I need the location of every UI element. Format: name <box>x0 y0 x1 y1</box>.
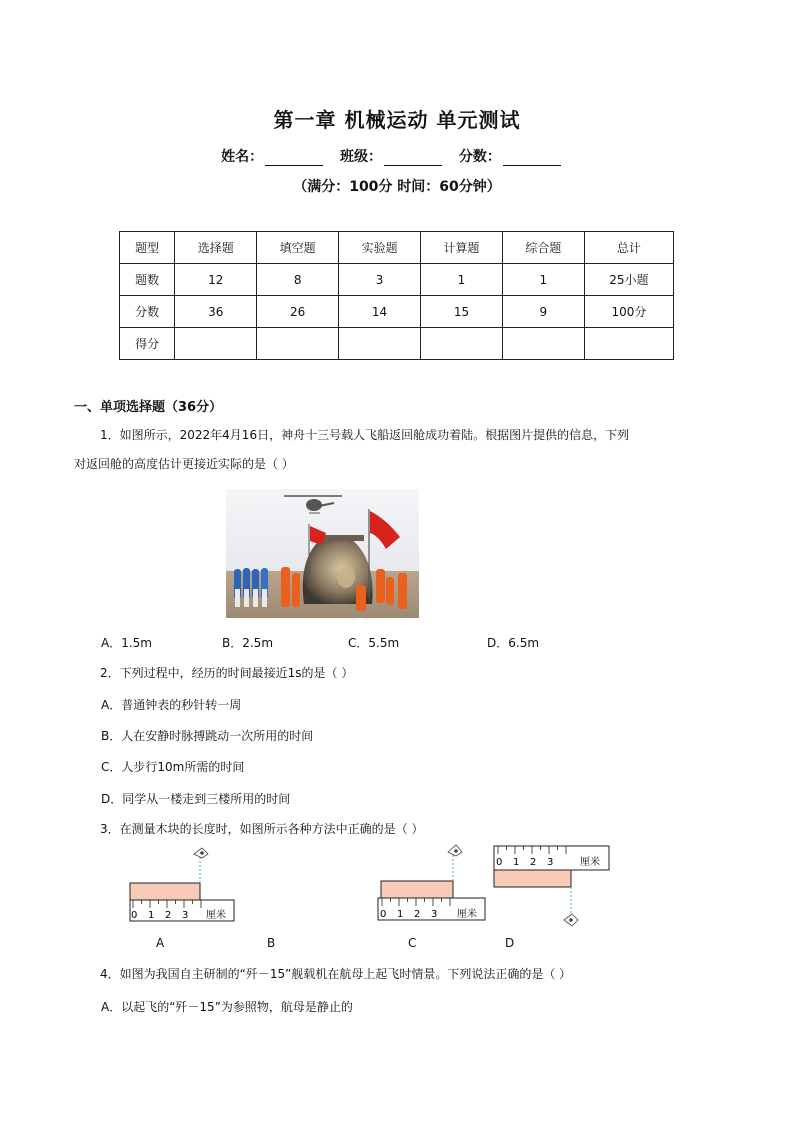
q3-figure-label-d: D <box>505 936 515 950</box>
ruler-tick-label: 2 <box>530 857 537 868</box>
table-cell: 14 <box>339 296 421 328</box>
table-cell: 得分 <box>120 328 175 360</box>
ruler-tick-label: 1 <box>148 910 155 921</box>
page-title: 第一章 机械运动 单元测试 <box>273 108 521 132</box>
table-cell: 12 <box>175 264 257 296</box>
q1-option-c[interactable]: C．5.5m <box>348 636 400 650</box>
q3-figure-label-a: A <box>156 936 165 950</box>
table-cell: 26 <box>257 296 339 328</box>
score-entry-cell[interactable] <box>502 328 584 360</box>
ruler-tick-label: 2 <box>414 909 421 920</box>
table-cell: 25小题 <box>584 264 673 296</box>
ruler-unit-label: 厘米 <box>206 910 226 921</box>
eye-icon <box>194 848 208 858</box>
q1-option-b[interactable]: B．2.5m <box>222 636 274 650</box>
table-row <box>120 296 674 328</box>
table-cell: 分数 <box>120 296 175 328</box>
table-cell: 题数 <box>120 264 175 296</box>
capsule-landing-photo <box>226 489 419 618</box>
name-label: 姓名： <box>221 149 264 165</box>
ruler-tick-label: 1 <box>397 909 404 920</box>
ruler-tick-label: 3 <box>431 909 438 920</box>
table-cell: 1 <box>421 264 503 296</box>
table-cell: 题型 <box>120 232 175 264</box>
score-entry-cell[interactable] <box>584 328 673 360</box>
q1-option-a[interactable]: A．1.5m <box>101 636 152 650</box>
score-blank[interactable] <box>503 151 561 166</box>
eye-icon <box>564 914 578 926</box>
ruler-unit-label: 厘米 <box>580 857 600 868</box>
score-table-header-row <box>120 232 674 264</box>
table-row <box>120 328 674 360</box>
table-cell: 36 <box>175 296 257 328</box>
table-cell: 100分 <box>584 296 673 328</box>
q3-figure-label-c: C <box>408 936 417 950</box>
class-label: 班级： <box>340 149 382 165</box>
ruler-tick-label: 0 <box>496 857 503 868</box>
table-cell: 1 <box>502 264 584 296</box>
table-cell: 15 <box>421 296 503 328</box>
table-cell: 实验题 <box>339 232 421 264</box>
q4-stem: 4．如图为我国自主研制的“歼－15”舰载机在航母上起飞时情景。下列说法正确的是（ ） <box>100 967 572 981</box>
q2-option-b[interactable]: B．人在安静时脉搏跳动一次所用的时间 <box>101 729 314 743</box>
class-blank[interactable] <box>384 151 442 166</box>
table-cell: 计算题 <box>421 232 503 264</box>
q4-option-a[interactable]: A．以起飞的“歼－15”为参照物，航母是静止的 <box>101 1000 353 1014</box>
table-row <box>120 264 674 296</box>
ruler-tick-label: 0 <box>380 909 387 920</box>
ruler-tick-label: 3 <box>547 857 554 868</box>
table-cell: 选择题 <box>175 232 257 264</box>
eye-icon <box>448 845 462 856</box>
table-cell: 填空题 <box>257 232 339 264</box>
q2-option-c[interactable]: C．人步行10m所需的时间 <box>101 760 245 774</box>
ruler-tick-label: 0 <box>131 910 138 921</box>
ruler-tick-label: 3 <box>182 910 189 921</box>
score-table <box>119 231 674 360</box>
q3-stem: 3．在测量木块的长度时，如图所示各种方法中正确的是（ ） <box>100 822 424 836</box>
table-cell: 3 <box>339 264 421 296</box>
exam-subtitle: （满分：100分 时间：60分钟） <box>293 179 501 195</box>
q1-stem-line1: 1．如图所示，2022年4月16日，神舟十三号载人飞船返回舱成功着陆。根据图片提供的信息，下列 <box>100 428 630 442</box>
score-entry-cell[interactable] <box>257 328 339 360</box>
table-cell: 综合题 <box>502 232 584 264</box>
student-info-row <box>0 146 794 166</box>
name-blank[interactable] <box>265 151 323 166</box>
table-cell: 9 <box>502 296 584 328</box>
ruler-measurement-figure <box>120 840 620 932</box>
ruler-tick-label: 2 <box>165 910 172 921</box>
q2-option-d[interactable]: D．同学从一楼走到三楼所用的时间 <box>101 792 291 806</box>
table-cell: 总计 <box>584 232 673 264</box>
q2-option-a[interactable]: A．普通钟表的秒针转一周 <box>101 698 242 712</box>
ruler-tick-label: 1 <box>513 857 520 868</box>
q1-option-d[interactable]: D．6.5m <box>487 636 540 650</box>
score-entry-cell[interactable] <box>421 328 503 360</box>
q1-stem-line2: 对返回舱的高度估计更接近实际的是（ ） <box>74 457 294 471</box>
q3-figure-label-b: B <box>267 936 276 950</box>
table-cell: 8 <box>257 264 339 296</box>
q2-stem: 2．下列过程中，经历的时间最接近1s的是（ ） <box>100 666 354 680</box>
score-entry-cell[interactable] <box>175 328 257 360</box>
section-heading: 一、单项选择题（36分） <box>74 400 223 415</box>
ruler-unit-label: 厘米 <box>457 909 477 920</box>
score-label: 分数： <box>458 149 501 165</box>
score-entry-cell[interactable] <box>339 328 421 360</box>
